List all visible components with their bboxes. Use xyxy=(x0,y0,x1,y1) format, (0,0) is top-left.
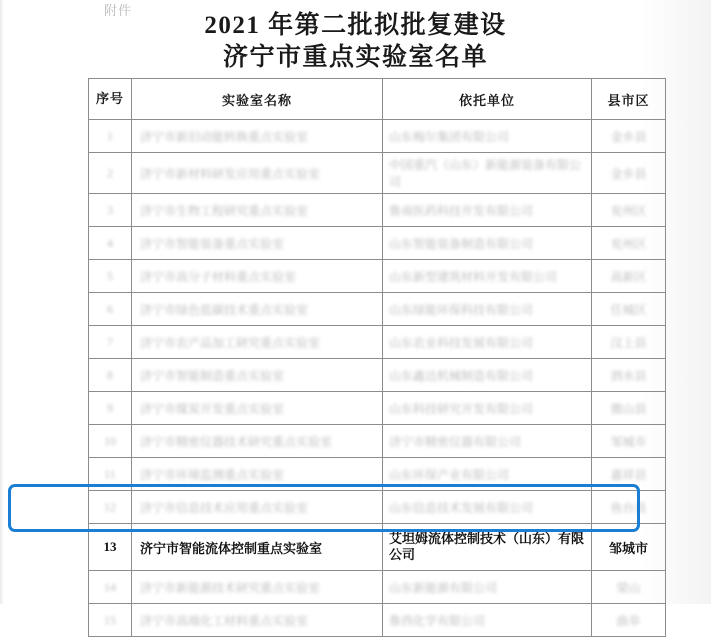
cell-lab-name: 济宁市信息技术应用重点实验室 xyxy=(132,491,383,524)
cell-index: 14 xyxy=(89,571,132,604)
cell-lab-name: 济宁市新旧动能转换重点实验室 xyxy=(132,120,383,153)
cell-county: 汶上县 xyxy=(592,326,666,359)
cell-county: 金乡县 xyxy=(592,120,666,153)
cell-organization: 济宁市精密仪器有限公司 xyxy=(383,425,592,458)
page-title xyxy=(0,10,711,74)
table-row xyxy=(89,604,666,637)
cell-county: 梁山 xyxy=(592,571,666,604)
cell-lab-name: 济宁市高分子材料重点实验室 xyxy=(132,260,383,293)
table-row xyxy=(89,491,666,524)
column-header-index-label: 序号 xyxy=(95,91,124,106)
column-header-index xyxy=(89,79,132,120)
table-body xyxy=(89,120,666,637)
cell-county: 泗水县 xyxy=(592,359,666,392)
title-line-2: 济宁市重点实验室名单 xyxy=(222,44,488,71)
cell-index: 10 xyxy=(89,425,132,458)
cell-index: 5 xyxy=(89,260,132,293)
cell-index: 11 xyxy=(89,458,132,491)
table-row xyxy=(89,458,666,491)
cell-lab-name: 济宁市智能装备重点实验室 xyxy=(132,227,383,260)
table-row xyxy=(89,359,666,392)
cell-index: 12 xyxy=(89,491,132,524)
cell-lab-name: 济宁市农产品加工研究重点实验室 xyxy=(132,326,383,359)
cell-organization: 艾坦姆流体控制技术（山东）有限公司 xyxy=(383,524,592,571)
table-row xyxy=(89,153,666,194)
cell-county: 微山县 xyxy=(592,392,666,425)
cell-organization: 山东新能源有限公司 xyxy=(383,571,592,604)
cell-lab-name: 济宁市煤炭开发重点实验室 xyxy=(132,392,383,425)
table-row xyxy=(89,392,666,425)
cell-index: 8 xyxy=(89,359,132,392)
lab-list-table-wrapper xyxy=(88,78,650,637)
table-header xyxy=(89,79,666,120)
cell-index: 6 xyxy=(89,293,132,326)
cell-lab-name: 济宁市智能制造重点实验室 xyxy=(132,359,383,392)
cell-organization: 山东鑫达机械制造有限公司 xyxy=(383,359,592,392)
table-row xyxy=(89,524,666,571)
cell-county: 邹城市 xyxy=(592,425,666,458)
table-header-row xyxy=(89,79,666,120)
cell-organization: 山东智能装备制造有限公司 xyxy=(383,227,592,260)
cell-county: 嘉祥县 xyxy=(592,458,666,491)
table-row xyxy=(89,227,666,260)
cell-lab-name: 济宁市精密仪器技术研究重点实验室 xyxy=(132,425,383,458)
cell-organization: 山东新型建筑材料开发有限公司 xyxy=(383,260,592,293)
cell-lab-name: 济宁市新能源技术研究重点实验室 xyxy=(132,571,383,604)
column-header-organization: 依托单位 xyxy=(383,79,592,120)
page-edge-left xyxy=(0,0,4,604)
cell-lab-name: 济宁市智能流体控制重点实验室 xyxy=(132,524,383,571)
table-row xyxy=(89,571,666,604)
column-header-lab-name: 实验室名称 xyxy=(132,79,383,120)
cell-organization: 山东梅尔集团有限公司 xyxy=(383,120,592,153)
lab-list-table xyxy=(88,78,666,637)
cell-organization: 山东环保产业有限公司 xyxy=(383,458,592,491)
cell-index: 15 xyxy=(89,604,132,637)
cell-organization: 鲁西化学有限公司 xyxy=(383,604,592,637)
cell-county: 任城区 xyxy=(592,293,666,326)
cell-index: 3 xyxy=(89,194,132,227)
table-row xyxy=(89,194,666,227)
cell-county: 曲阜 xyxy=(592,604,666,637)
cell-county: 金乡县 xyxy=(592,153,666,194)
title-line-1: 2021 年第二批拟批复建设 xyxy=(204,12,507,39)
cell-county: 鱼台县 xyxy=(592,491,666,524)
cell-county: 高新区 xyxy=(592,260,666,293)
cell-county: 兖州区 xyxy=(592,227,666,260)
table-row xyxy=(89,120,666,153)
cell-lab-name: 济宁市高端化工材料重点实验室 xyxy=(132,604,383,637)
cell-county: 邹城市 xyxy=(592,524,666,571)
table-row xyxy=(89,293,666,326)
cell-index: 7 xyxy=(89,326,132,359)
column-header-county: 县市区 xyxy=(592,79,666,120)
cell-lab-name: 济宁市绿色低碳技术重点实验室 xyxy=(132,293,383,326)
cell-organization: 山东绿能环保科技有限公司 xyxy=(383,293,592,326)
cell-lab-name: 济宁市生物工程研究重点实验室 xyxy=(132,194,383,227)
cell-organization: 鲁南医药科技开发有限公司 xyxy=(383,194,592,227)
cell-organization: 山东信息技术发展有限公司 xyxy=(383,491,592,524)
cell-lab-name: 济宁市环境监测重点实验室 xyxy=(132,458,383,491)
cell-index: 9 xyxy=(89,392,132,425)
table-row xyxy=(89,326,666,359)
cell-county: 兖州区 xyxy=(592,194,666,227)
cell-index: 13 xyxy=(89,524,132,571)
cell-index: 4 xyxy=(89,227,132,260)
cell-organization: 山东科技研究开发有限公司 xyxy=(383,392,592,425)
cell-organization: 山东农业科技发展有限公司 xyxy=(383,326,592,359)
cell-organization: 中国重汽（山东）新能源装备有限公司 xyxy=(383,153,592,194)
cell-index: 1 xyxy=(89,120,132,153)
attachment-label: 附件 xyxy=(104,3,133,18)
table-row xyxy=(89,260,666,293)
cell-index: 2 xyxy=(89,153,132,194)
table-row xyxy=(89,425,666,458)
cell-lab-name: 济宁市新材料研发应用重点实验室 xyxy=(132,153,383,194)
